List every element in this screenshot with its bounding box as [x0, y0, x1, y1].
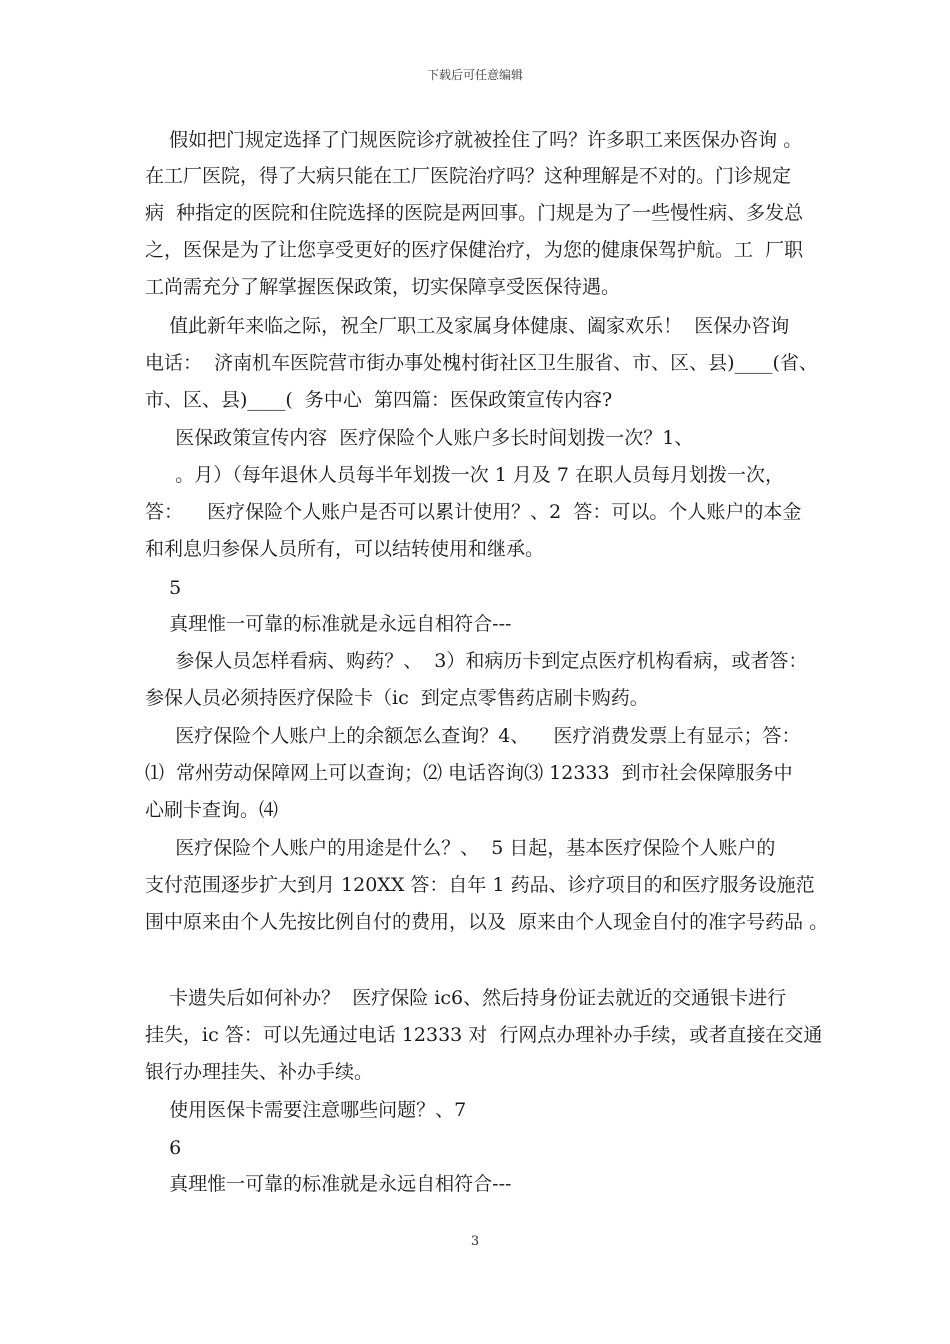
text-line: 银行办理挂失、补办手续。: [145, 1061, 374, 1083]
motto-line: 真理惟一可靠的标准就是永远自相符合---: [145, 1173, 512, 1195]
text-line: ⑴ 常州劳动保障网上可以查询；⑵ 电话咨询⑶ 12333 到市社会保障服务中: [145, 762, 793, 784]
text-line: 值此新年来临之际，祝全厂职工及家属身体健康、阖家欢乐！ 医保办咨询: [145, 315, 790, 337]
page-number: 3: [470, 1234, 480, 1249]
text-line: 电话： 济南机车医院营市街办事处槐村街社区卫生服省、市、区、县)____(省、: [145, 352, 818, 374]
text-line: 卡遗失后如何补办？ 医疗保险 ic6、然后持身份证去就近的交通银卡进行: [145, 987, 787, 1009]
text-line: 支付范围逐步扩大到月 120XX 答：自年 1 药品、诊疗项目的和医疗服务设施范: [145, 874, 815, 896]
text-line: 假如把门规定选择了门规医院诊疗就被拴住了吗？许多职工来医保办咨询 。: [145, 129, 803, 151]
text-line: 病 种指定的医院和住院选择的医院是两回事。门规是为了一些慢性病、多发总: [145, 202, 804, 224]
page-marker: 5: [145, 577, 182, 599]
text-line: 参保人员怎样看病、购药？、 3）和病历卡到定点医疗机构看病，或者答：: [145, 650, 808, 672]
text-line: 医保政策宣传内容 医疗保险个人账户多长时间划拨一次？1、: [145, 427, 694, 449]
text-line: 答： 医疗保险个人账户是否可以累计使用？、2 答：可以。个人账户的本金: [145, 501, 802, 523]
text-line: 使用医保卡需要注意哪些问题？、7: [145, 1099, 467, 1121]
page-marker: 6: [145, 1137, 182, 1159]
text-line: 医疗保险个人账户上的余额怎么查询？4、 医疗消费发票上有显示；答：: [145, 725, 801, 747]
text-line: 在工厂医院，得了大病只能在工厂医院治疗吗？这种理解是不对的。门诊规定: [145, 165, 792, 187]
text-line: 心刷卡查询。⑷: [145, 799, 279, 821]
text-line: 医疗保险个人账户的用途是什么？、 5 日起，基本医疗保险个人账户的: [145, 837, 776, 859]
text-line: 市、区、县)____( 务中心 第四篇：医保政策宣传内容?: [145, 389, 613, 411]
text-line: 之，医保是为了让您享受更好的医疗保健治疗，为您的健康保驾护航。工 厂职: [145, 239, 804, 261]
motto-line: 真理惟一可靠的标准就是永远自相符合---: [145, 613, 512, 635]
text-line: 工尚需充分了解掌握医保政策，切实保障享受医保待遇。: [145, 276, 621, 298]
page-header: 下载后可任意编辑: [426, 68, 523, 82]
text-line: 和利息归参保人员所有，可以结转使用和继承。: [145, 538, 545, 560]
text-line: 挂失，ic 答：可以先通过电话 12333 对 行网点办理补办手续，或者直接在交通: [145, 1024, 823, 1046]
text-line: 围中原来由个人先按比例自付的费用，以及 原来由个人现金自付的准字号药品 。: [145, 911, 829, 933]
text-line: 参保人员必须持医疗保险卡（ic 到定点零售药店刷卡购药。: [145, 687, 649, 709]
text-line: 。月）（每年退休人员每半年划拨一次 1 月及 7 在职人员每月划拨一次，: [145, 464, 785, 486]
